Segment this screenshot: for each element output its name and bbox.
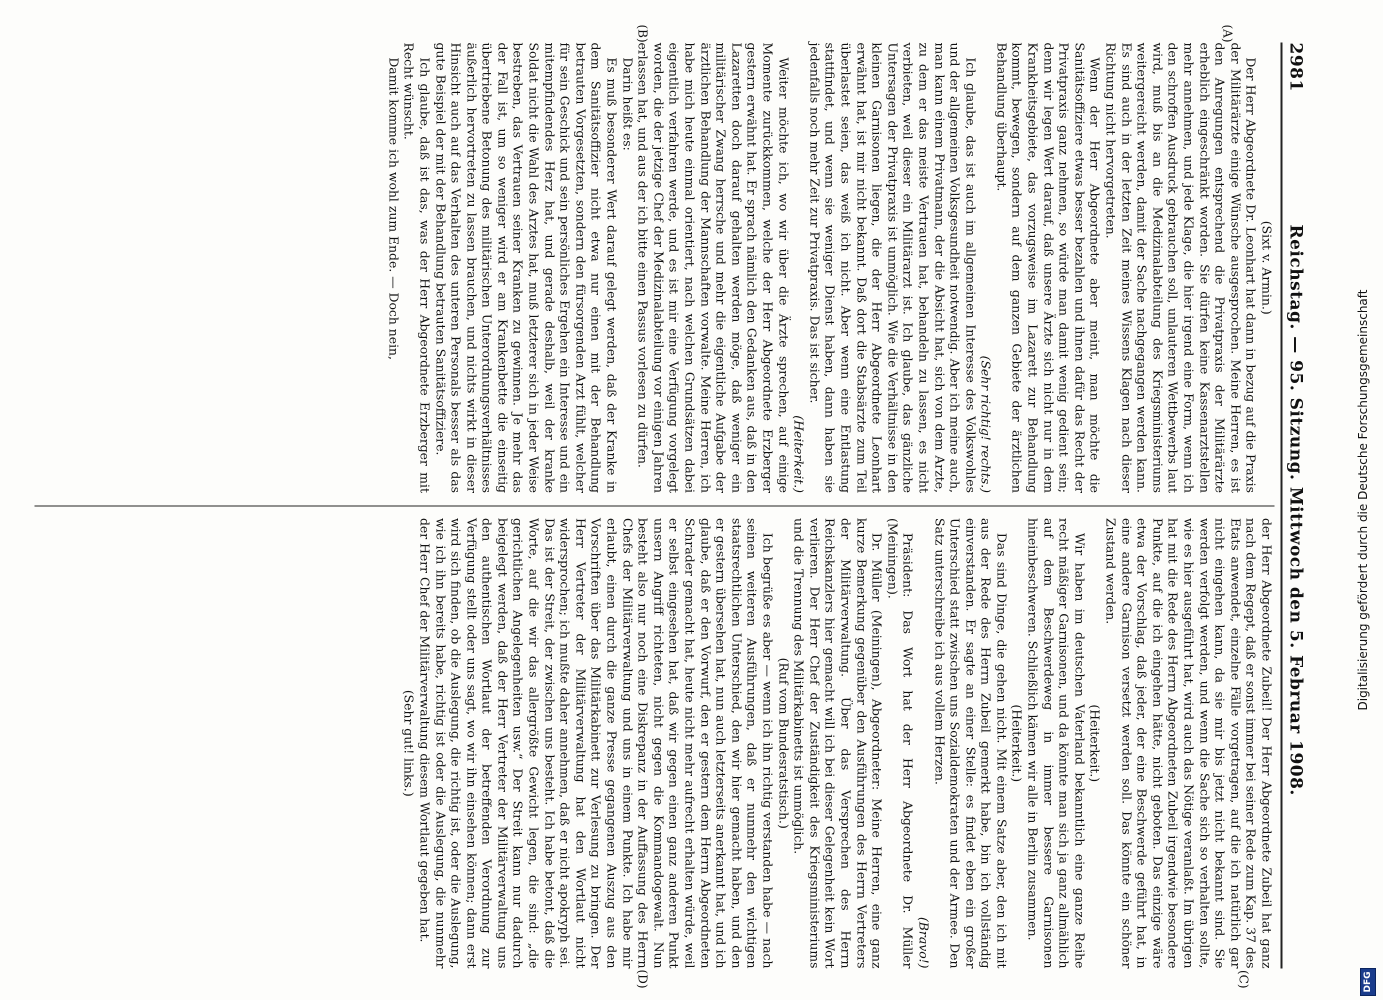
margin-marker-c: (C) [1236, 969, 1251, 989]
interjection: (Sehr richtig! rechts.) [978, 355, 994, 493]
margin-marker-d: (D) [635, 969, 650, 989]
paragraph: Dr. Müller (Meiningen), Abgeordneter: Meine Herren, eine ganz kurze Bemerkung gegenüber den Ausführungen des Herrn Vertreters der Militärverwaltung. Über das Versprechen des Herrn Reichskanzlers hier gemacht will ich bei dieser Gelegenheit kein Wort verlieren. Der Herr Chef der Zuständigkeit des Kriegsministeriums und die Trennung des Militärkabinetts ist unmöglich. [791, 518, 885, 969]
page-header [1281, 43, 1306, 969]
interjection: (Heiterkeit.) [1087, 704, 1103, 783]
page-number: 2981 [1285, 42, 1306, 92]
paragraph: der Herr Abgeordnete Zubeil! Der Herr Abgeordnete Zubeil hat ganz nach dem Regept, daß er sonst immer bei seiner Rede zum Kap. 37 des Etats anwendet, einzelne Fälle vorgetragen, auf die ich natürlich gar nicht eingehen kann, da sie mir bis jetzt nicht bekannt sind. Sie werden verfolgt werden, und wenn die Sache sich so verhalten sollte, wie es hier ausgeführt hat, wird auch das Nötige veranlaßt. Im übrigen hat mit die Rede des Herrn Abgeordneten Zubeil irgendwie besondere Punkte, auf die ich eingehen hätte, nicht geboten. Das einzige wäre etwa der Vorschlag, daß jeder, der eine Beschwerde geführt hat, in eine andere Garnison versetzt werden soll. Das könnte ein schöner Zustand werden. [1103, 518, 1275, 969]
text-columns [35, 24, 1275, 989]
funding-notice: Digitalisierung gefördert durch die Deutsche Forschungsgemeinschaft [1356, 289, 1370, 711]
president-statement: Präsident: Das Wort hat der Herr Abgeordnete Dr. Müller (Meiningen). [885, 518, 916, 969]
interjection: (Ruf vom Bundesratstisch.) [776, 657, 792, 829]
interjection: (Bravo!) [916, 916, 932, 969]
funding-sidebar [1348, 0, 1378, 1000]
interjection: (Heiterkeit.) [1010, 704, 1025, 783]
rotated-document-page [5, 21, 1320, 991]
speaker-tag: (Sixt v. Armin.) [1259, 220, 1275, 315]
interjection: (Sehr gut! links.) [401, 689, 417, 797]
paragraph: Ich begrüße es aber — wenn ich ihn richtig verstanden habe — nach seinen weiteren Ausführungen, daß er nunmehr den wichtigen staatsrechtlichen Unterschied, den wir hier gemacht haben, und den er gestern übersehen hat, nun auch letzterseits anerkannt hat, und ich glaube, daß er den Vorwurf, den er gestern dem Herrn Abgeordneten Schrader gemacht hat, heute nicht mehr aufrecht erhalten würde, weil er selbst eingesehen hat, daß wir gegen einen ganz anderen Punkt unsern Angriff richteten, nicht gegen die Kommandogewalt. Nun besteht also nur noch eine Diskrepanz in der Auffassung des Herrn Chefs der Militärverwaltung und uns in einem Punkte. Ich habe mir erlaubt, einen durch die ganze Presse gegangenen Auszug aus den Vorschriften über das Militärkabinett zur Verlesung zu bringen. Der Herr Vertreter der Militärverwaltung hat den Wortlaut nicht widersprochen; ich mußte daher annehmen, daß er nicht apokryph sei. Das ist der Streit, der zwischen uns besteht. Ich habe betont, daß die Worte, auf die wir das allergrößte Gewicht legen, die sind: „die gerichtlichen Angelegenheiten usw.“ Der Streit kann nur dadurch beigelegt werden, daß der Herr Vertreter der Militärverwaltung uns den authentischen Wortlaut der betreffenden Verordnung zur Verfügung stellt oder uns sagt, wo wir ihn einsehen können; dann erst wird sich finden, ob die Auslegung, die richtig ist, oder die Auslegung, wie ich ihn bereits habe, richtig ist oder die Auslegung, die nunmehr der Herr Chef der Militärverwaltung diesem Wortlaut gegeben hat. [417, 518, 776, 969]
margin-marker-b: (B) [635, 24, 650, 43]
paragraph: Weiter möchte ich, wo wir über die Ärzte sprechen, auf einige Momente zurückkommen, welche der Herr Abgeordnete Erzberger gestern erwähnt hat. Er sprach nämlich den Gedanken aus, daß in den Lazaretten doch darauf gehalten werden möge, daß weniger ein militärischer Zwang herrsche und mehr die eigentliche Aufgabe der ärztlichen Behandlung der Mannschaften vorwalte. Meine Herren, ich habe mich heute einmal orientiert, nach welchen Grundsätzen dabei eigentlich verfahren werde, und es ist mir eine Verfügung vorgelegt worden, die der jetzige Chef der Medizinalabteilung vor einigen Jahren erlassen hat, und aus der ich bitte einen Passus vorlesen zu dürfen. [635, 42, 792, 493]
margin-marker-a: (A) [1220, 24, 1235, 43]
paragraph: Darin heißt es: [620, 57, 636, 151]
quoted-passage: Es muß besonderer Wert darauf gelegt werden, daß der Kranke in dem Sanitätsoffizier nicht etwa nur einen mit der Behandlung betrauten Vorgesetzten, sondern den fürsorgenden Arzt fühlt, welcher für sein Geschick und sein persönliches Ergehen ein Interesse und ein mitempfindendes Herz hat, und gerade deshalb, weil der kranke Soldat nicht die Wahl des Arztes hat, muß letzterer sich in jeder Weise bestreben, das Vertrauen seiner Kranken zu gewinnen. Je mehr das der Fall ist, um so weniger wird er am Krankenbette die einseitig übertriebene Betonung des militärischen Unterordnungsverhältnisses äußerlich hervortreten zu lassen brauchen, und nichts wirkt in dieser Hinsicht auch auf das Verhalten des unteren Personals besser als das gute Beispiel der mit der Behandlung betrauten Sanitätsoffiziere. [433, 42, 620, 493]
paragraph: Ich glaube, daß ist das, was der Herr Abgeordnete Erzberger mit Recht wünscht. [401, 42, 433, 493]
paragraph: Wenn der Herr Abgeordnete aber meint, man möchte die Sanitätsoffiziere etwas besser bezahlen und ihnen dafür das Recht der Privatpraxis ganz nehmen, so würde man damit wenig gedient sein; denn wir legen Wert darauf, daß unsere Ärzte sich nicht nur in dem Krankheitsgebiete, das vorzugsweise im Lazarett zur Behandlung kommt, bewegen, sondern auf dem ganzen Gebiete der ärztlichen Behandlung überhaupt. [994, 42, 1103, 493]
paragraph: Der Herr Abgeordnete Dr. Leonhart hat dann in bezug auf die Praxis der Militärärzte einige Wünsche ausgesprochen. Meine Herren, es ist den Anregungen entsprechend die Privatpraxis der Militärärzte erheblich eingeschränkt worden. Sie dürfen keine Kassenarztstellen mehr annehmen, und jede Klage, die hier irgend eine Form, wenn ich den schroffen Ausdruck gebrauchen soll, unlauteren Wettbewerbs laut wird, muß bis an die Medizinalabteilung des Kriegsministeriums weitergereicht werden, damit der Sache nachgegangen werden kann. Es sind auch in der letzten Zeit meines Wissens Klagen nach dieser Richtung nicht hervorgetreten. [1103, 42, 1259, 493]
dfg-logo-text: DFG [1363, 971, 1373, 993]
left-column [35, 24, 1275, 506]
dfg-logo-icon [1360, 968, 1376, 996]
paragraph: Wir haben im deutschen Vaterland bekanntlich eine ganze Reihe recht mäßiger Garnisonen, und da könnte man sich ja ganz allmählich auf dem Beschwerdeweg in immer bessere Garnisonen hineinbeschweren. Schließlich kämen wir alle in Berlin zusammen. [1025, 518, 1088, 969]
paragraph: Das sind Dinge, die gehen nicht. Mit einem Satze aber, den ich mit aus der Rede des Herrn Zubeil gemerkt habe, bin ich vollständig einverstanden. Er sagte an einer Stelle: es findet eben ein großer Unterschied statt zwischen uns Sozialdemokraten und der Armee. Den Satz unterschreibe ich aus vollem Herzen. [932, 518, 1010, 969]
paragraph: Damit komme ich wohl zum Ende. — Doch nein, [386, 57, 402, 360]
page-title: Reichstag. — 95. Sitzung. Mittwoch den 5. Februar 1908. [1285, 224, 1306, 796]
right-column [35, 505, 1275, 989]
paragraph: Ich glaube, das ist auch im allgemeinen Interesse des Volkswohles und der allgemeinen Volksgesundheit notwendig. Aber ich meine auch, man kann einem Privatmann, der die Absicht hat, sich von dem Arzte, zu dem er das meiste Vertrauen hat, behandeln zu lassen, es nicht verbieten, weil dieser ein Militärarzt ist. Ich glaube, das gänzliche Untersagen der Privatpraxis ist unmöglich. Wie die Verhältnisse in den kleinen Garnisonen liegen, die der Herr Abgeordnete Leonhart erwähnt hat, ist mir nicht bekannt. Daß dort die Stabsärzte zum Teil überlastet seien, das weiß ich nicht. Aber wenn eine Entlastung stattfindet, und wenn sie weniger Dienst haben, dann haben sie jedenfalls noch mehr Zeit zur Privatpraxis. Das ist sicher. [807, 42, 979, 493]
interjection: (Heiterkeit.) [791, 415, 807, 493]
